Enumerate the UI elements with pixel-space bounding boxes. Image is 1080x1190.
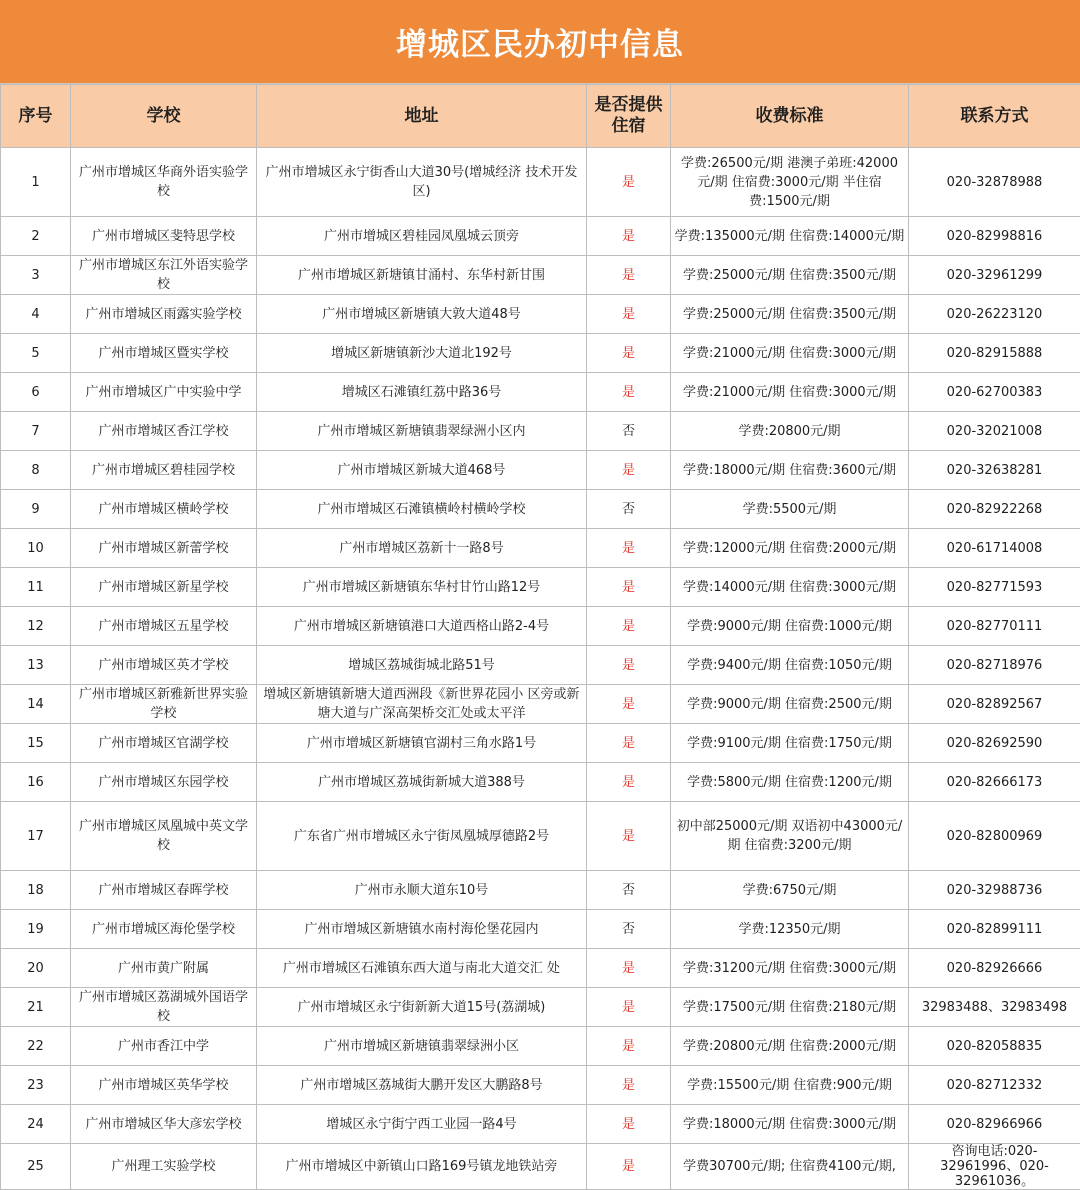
cell-address: 广州市增城区石滩镇横岭村横岭学校	[257, 490, 587, 529]
cell-school: 广州市增城区华商外语实验学校	[71, 148, 257, 217]
header-contact: 联系方式	[909, 85, 1080, 148]
cell-address: 增城区新塘镇新沙大道北192号	[257, 334, 587, 373]
cell-boarding: 是	[587, 724, 671, 763]
cell-no: 18	[1, 871, 71, 910]
cell-boarding: 是	[587, 1105, 671, 1144]
cell-school: 广州理工实验学校	[71, 1144, 257, 1190]
cell-fee: 学费:20800元/期	[671, 412, 909, 451]
cell-school: 广州市增城区广中实验中学	[71, 373, 257, 412]
cell-contact: 020-32988736	[909, 871, 1080, 910]
cell-school: 广州市增城区东江外语实验学校	[71, 256, 257, 295]
cell-fee: 学费:9400元/期 住宿费:1050元/期	[671, 646, 909, 685]
table-row	[1, 295, 1080, 334]
cell-school: 广州市增城区雨露实验学校	[71, 295, 257, 334]
cell-boarding: 是	[587, 148, 671, 217]
table-row	[1, 1027, 1080, 1066]
cell-contact: 020-82771593	[909, 568, 1080, 607]
table-row	[1, 988, 1080, 1027]
cell-address: 广州市增城区中新镇山口路169号镇龙地铁站旁	[257, 1144, 587, 1190]
cell-address: 广州市增城区新塘镇东华村甘竹山路12号	[257, 568, 587, 607]
table-row	[1, 949, 1080, 988]
cell-no: 9	[1, 490, 71, 529]
cell-address: 广州市增城区新塘镇翡翠绿洲小区	[257, 1027, 587, 1066]
cell-no: 20	[1, 949, 71, 988]
cell-no: 15	[1, 724, 71, 763]
cell-boarding: 是	[587, 949, 671, 988]
table-row	[1, 1066, 1080, 1105]
cell-address: 广州市增城区新塘镇甘涌村、东华村新甘围	[257, 256, 587, 295]
cell-address: 增城区新塘镇新塘大道西洲段《新世界花园小 区旁或新塘大道与广深高架桥交汇处或太平洋	[257, 685, 587, 724]
table-row	[1, 529, 1080, 568]
table-row	[1, 256, 1080, 295]
cell-boarding: 是	[587, 607, 671, 646]
table-row	[1, 490, 1080, 529]
cell-fee: 学费:14000元/期 住宿费:3000元/期	[671, 568, 909, 607]
table-row	[1, 871, 1080, 910]
cell-no: 1	[1, 148, 71, 217]
cell-school: 广州市黄广附属	[71, 949, 257, 988]
cell-address: 广州市增城区永宁街新新大道15号(荔湖城)	[257, 988, 587, 1027]
cell-boarding: 是	[587, 529, 671, 568]
cell-contact: 020-82915888	[909, 334, 1080, 373]
table-row	[1, 910, 1080, 949]
cell-school: 广州市增城区荔湖城外国语学校	[71, 988, 257, 1027]
cell-contact: 020-26223120	[909, 295, 1080, 334]
header-no: 序号	[1, 85, 71, 148]
cell-address: 广州市增城区碧桂园凤凰城云顶旁	[257, 217, 587, 256]
table-row	[1, 412, 1080, 451]
table-row	[1, 724, 1080, 763]
cell-no: 5	[1, 334, 71, 373]
cell-school: 广州市增城区新蕾学校	[71, 529, 257, 568]
cell-address: 广州市增城区荔城街大鹏开发区大鹏路8号	[257, 1066, 587, 1105]
cell-contact: 020-82058835	[909, 1027, 1080, 1066]
header-school: 学校	[71, 85, 257, 148]
cell-fee: 学费:9000元/期 住宿费:2500元/期	[671, 685, 909, 724]
cell-fee: 学费:135000元/期 住宿费:14000元/期	[671, 217, 909, 256]
cell-contact: 020-82892567	[909, 685, 1080, 724]
table-row	[1, 1105, 1080, 1144]
cell-no: 24	[1, 1105, 71, 1144]
cell-address: 广州市增城区新塘镇水南村海伦堡花园内	[257, 910, 587, 949]
cell-address: 广州市增城区新塘镇官湖村三角水路1号	[257, 724, 587, 763]
cell-boarding: 是	[587, 256, 671, 295]
table-row	[1, 373, 1080, 412]
cell-fee: 学费:12000元/期 住宿费:2000元/期	[671, 529, 909, 568]
cell-no: 22	[1, 1027, 71, 1066]
cell-fee: 学费:21000元/期 住宿费:3000元/期	[671, 373, 909, 412]
cell-fee: 学费:25000元/期 住宿费:3500元/期	[671, 295, 909, 334]
table-row	[1, 685, 1080, 724]
cell-fee: 学费:12350元/期	[671, 910, 909, 949]
cell-boarding: 是	[587, 334, 671, 373]
cell-boarding: 是	[587, 295, 671, 334]
cell-boarding: 是	[587, 988, 671, 1027]
cell-fee: 学费:15500元/期 住宿费:900元/期	[671, 1066, 909, 1105]
cell-address: 广州市增城区荔城街新城大道388号	[257, 763, 587, 802]
cell-boarding: 是	[587, 217, 671, 256]
cell-address: 广州市永顺大道东10号	[257, 871, 587, 910]
cell-no: 8	[1, 451, 71, 490]
cell-boarding: 是	[587, 373, 671, 412]
cell-no: 6	[1, 373, 71, 412]
cell-boarding: 否	[587, 910, 671, 949]
table-row	[1, 334, 1080, 373]
cell-school: 广州市增城区华大彦宏学校	[71, 1105, 257, 1144]
cell-contact: 020-32961299	[909, 256, 1080, 295]
cell-contact: 32983488、32983498	[909, 988, 1080, 1027]
cell-no: 7	[1, 412, 71, 451]
cell-contact: 020-32638281	[909, 451, 1080, 490]
cell-no: 11	[1, 568, 71, 607]
cell-school: 广州市增城区碧桂园学校	[71, 451, 257, 490]
cell-boarding: 是	[587, 646, 671, 685]
cell-address: 广州市增城区新塘镇翡翠绿洲小区内	[257, 412, 587, 451]
cell-school: 广州市增城区官湖学校	[71, 724, 257, 763]
cell-address: 广东省广州市增城区永宁街凤凰城厚德路2号	[257, 802, 587, 871]
cell-school: 广州市增城区新雅新世界实验学校	[71, 685, 257, 724]
cell-address: 增城区永宁街宁西工业园一路4号	[257, 1105, 587, 1144]
cell-school: 广州市增城区英才学校	[71, 646, 257, 685]
cell-boarding: 否	[587, 871, 671, 910]
cell-fee: 学费:5800元/期 住宿费:1200元/期	[671, 763, 909, 802]
cell-boarding: 是	[587, 1066, 671, 1105]
cell-fee: 学费:26500元/期 港澳子弟班:42000元/期 住宿费:3000元/期 半住宿费:1500元/期	[671, 148, 909, 217]
cell-address: 广州市增城区永宁街香山大道30号(增城经济 技术开发区)	[257, 148, 587, 217]
cell-no: 16	[1, 763, 71, 802]
school-table	[0, 84, 1080, 1190]
cell-fee: 学费:9000元/期 住宿费:1000元/期	[671, 607, 909, 646]
cell-contact: 020-82718976	[909, 646, 1080, 685]
cell-no: 14	[1, 685, 71, 724]
table-row	[1, 763, 1080, 802]
cell-address: 增城区石滩镇红荔中路36号	[257, 373, 587, 412]
cell-fee: 学费:18000元/期 住宿费:3600元/期	[671, 451, 909, 490]
cell-boarding: 是	[587, 802, 671, 871]
table-row	[1, 451, 1080, 490]
cell-contact: 020-32021008	[909, 412, 1080, 451]
cell-contact: 咨询电话:020-32961996、020-32961036。	[909, 1144, 1080, 1190]
cell-no: 10	[1, 529, 71, 568]
cell-contact: 020-62700383	[909, 373, 1080, 412]
cell-address: 广州市增城区荔新十一路8号	[257, 529, 587, 568]
cell-fee: 学费:6750元/期	[671, 871, 909, 910]
cell-contact: 020-61714008	[909, 529, 1080, 568]
table-row	[1, 148, 1080, 217]
cell-contact: 020-82692590	[909, 724, 1080, 763]
table-row	[1, 568, 1080, 607]
cell-school: 广州市增城区春晖学校	[71, 871, 257, 910]
cell-fee: 学费:9100元/期 住宿费:1750元/期	[671, 724, 909, 763]
cell-school: 广州市香江中学	[71, 1027, 257, 1066]
cell-school: 广州市增城区英华学校	[71, 1066, 257, 1105]
cell-school: 广州市增城区新星学校	[71, 568, 257, 607]
cell-boarding: 是	[587, 1144, 671, 1190]
cell-boarding: 否	[587, 490, 671, 529]
cell-boarding: 否	[587, 412, 671, 451]
cell-fee: 学费:25000元/期 住宿费:3500元/期	[671, 256, 909, 295]
cell-no: 21	[1, 988, 71, 1027]
page-title: 增城区民办初中信息	[0, 0, 1080, 84]
cell-fee: 学费30700元/期; 住宿费4100元/期,	[671, 1144, 909, 1190]
cell-fee: 学费:17500元/期 住宿费:2180元/期	[671, 988, 909, 1027]
cell-school: 广州市增城区海伦堡学校	[71, 910, 257, 949]
cell-contact: 020-82922268	[909, 490, 1080, 529]
cell-no: 12	[1, 607, 71, 646]
cell-address: 广州市增城区石滩镇东西大道与南北大道交汇 处	[257, 949, 587, 988]
cell-no: 3	[1, 256, 71, 295]
table-row	[1, 217, 1080, 256]
cell-no: 19	[1, 910, 71, 949]
cell-school: 广州市增城区五星学校	[71, 607, 257, 646]
header-address: 地址	[257, 85, 587, 148]
cell-school: 广州市增城区香江学校	[71, 412, 257, 451]
cell-fee: 初中部25000元/期 双语初中43000元/期 住宿费:3200元/期	[671, 802, 909, 871]
cell-address: 广州市增城区新塘镇港口大道西格山路2-4号	[257, 607, 587, 646]
table-row	[1, 646, 1080, 685]
table-row	[1, 607, 1080, 646]
cell-fee: 学费:21000元/期 住宿费:3000元/期	[671, 334, 909, 373]
cell-fee: 学费:31200元/期 住宿费:3000元/期	[671, 949, 909, 988]
cell-boarding: 是	[587, 1027, 671, 1066]
header-boarding: 是否提供住宿	[587, 85, 671, 148]
cell-boarding: 是	[587, 685, 671, 724]
table-row	[1, 802, 1080, 871]
cell-no: 25	[1, 1144, 71, 1190]
cell-no: 2	[1, 217, 71, 256]
cell-address: 广州市增城区新城大道468号	[257, 451, 587, 490]
header-fee: 收费标准	[671, 85, 909, 148]
cell-fee: 学费:18000元/期 住宿费:3000元/期	[671, 1105, 909, 1144]
cell-school: 广州市增城区斐特思学校	[71, 217, 257, 256]
cell-school: 广州市增城区东园学校	[71, 763, 257, 802]
cell-school: 广州市增城区凤凰城中英文学校	[71, 802, 257, 871]
cell-fee: 学费:5500元/期	[671, 490, 909, 529]
cell-no: 13	[1, 646, 71, 685]
cell-school: 广州市增城区横岭学校	[71, 490, 257, 529]
cell-contact: 020-82666173	[909, 763, 1080, 802]
cell-contact: 020-82800969	[909, 802, 1080, 871]
cell-contact: 020-82926666	[909, 949, 1080, 988]
cell-no: 17	[1, 802, 71, 871]
cell-boarding: 是	[587, 568, 671, 607]
cell-contact: 020-82899111	[909, 910, 1080, 949]
cell-no: 4	[1, 295, 71, 334]
cell-fee: 学费:20800元/期 住宿费:2000元/期	[671, 1027, 909, 1066]
table-header-row	[1, 85, 1080, 148]
cell-address: 增城区荔城街城北路51号	[257, 646, 587, 685]
cell-contact: 020-82770111	[909, 607, 1080, 646]
cell-contact: 020-32878988	[909, 148, 1080, 217]
cell-contact: 020-82712332	[909, 1066, 1080, 1105]
cell-contact: 020-82966966	[909, 1105, 1080, 1144]
cell-contact: 020-82998816	[909, 217, 1080, 256]
cell-school: 广州市增城区暨实学校	[71, 334, 257, 373]
cell-boarding: 是	[587, 451, 671, 490]
cell-no: 23	[1, 1066, 71, 1105]
cell-boarding: 是	[587, 763, 671, 802]
cell-address: 广州市增城区新塘镇大敦大道48号	[257, 295, 587, 334]
table-row	[1, 1144, 1080, 1190]
